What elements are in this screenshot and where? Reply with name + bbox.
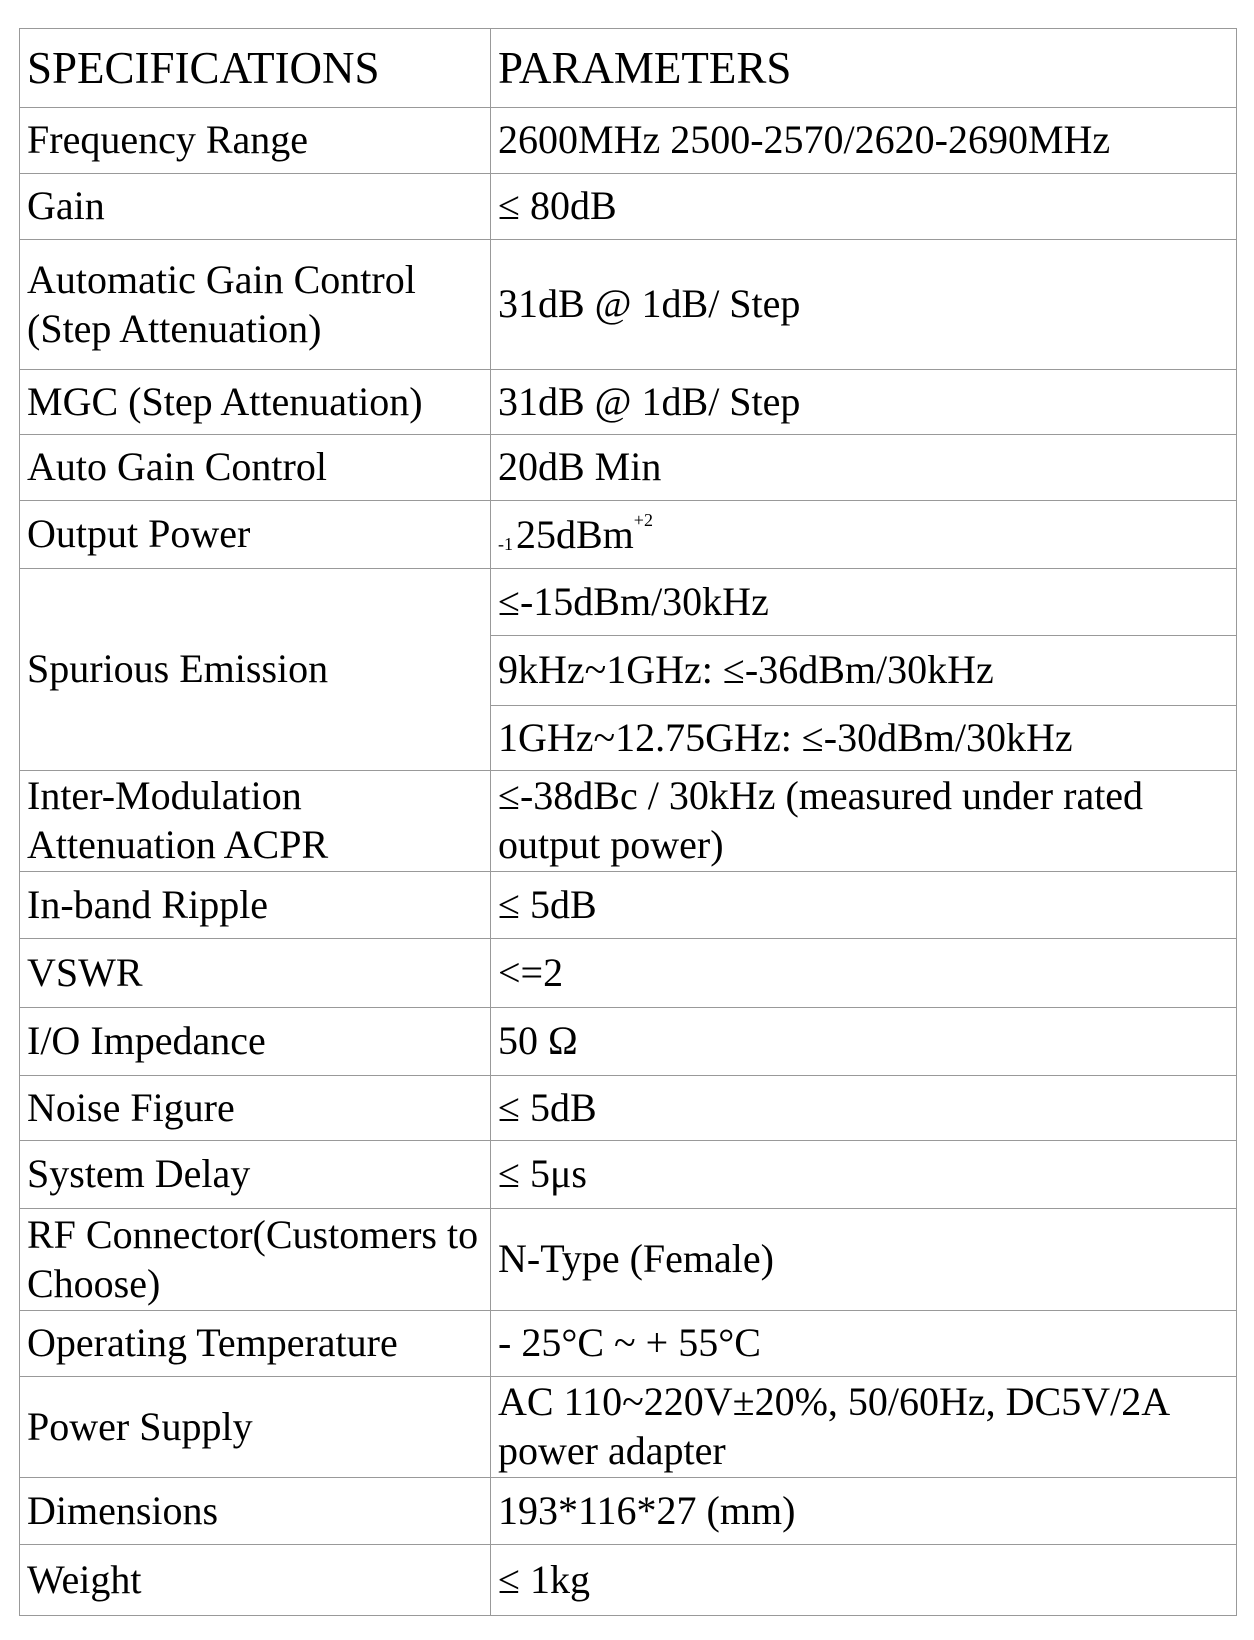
spec-cell: VSWR — [20, 939, 491, 1008]
spec-cell: RF Connector(Customers to Choose) — [20, 1209, 491, 1311]
spec-cell: Power Supply — [20, 1377, 491, 1478]
param-cell — [491, 501, 1237, 569]
table-row — [20, 1377, 1237, 1478]
column-header-parameters: PARAMETERS — [491, 29, 1237, 108]
spec-cell: Output Power — [20, 501, 491, 569]
param-cell: 9kHz~1GHz: ≤-36dBm/30kHz — [491, 636, 1237, 706]
param-cell: ≤ 5dB — [491, 1076, 1237, 1141]
param-cell: <=2 — [491, 939, 1237, 1008]
param-cell: ≤ 1kg — [491, 1545, 1237, 1616]
table-row — [20, 1209, 1237, 1311]
header-row — [20, 29, 1237, 108]
spec-cell: Inter-Modulation Attenuation ACPR — [20, 771, 491, 872]
param-cell: 31dB @ 1dB/ Step — [491, 240, 1237, 370]
spec-cell: Dimensions — [20, 1478, 491, 1545]
table-row — [20, 370, 1237, 435]
spec-cell: I/O Impedance — [20, 1008, 491, 1076]
param-cell: ≤ 80dB — [491, 174, 1237, 240]
param-cell: 20dB Min — [491, 435, 1237, 501]
param-cell: - 25°C ~ + 55°C — [491, 1311, 1237, 1377]
table-row — [20, 108, 1237, 174]
spec-cell: System Delay — [20, 1141, 491, 1209]
spec-cell: Auto Gain Control — [20, 435, 491, 501]
table-row — [20, 939, 1237, 1008]
param-cell: ≤-15dBm/30kHz — [491, 569, 1237, 636]
param-cell: 1GHz~12.75GHz: ≤-30dBm/30kHz — [491, 706, 1237, 771]
spec-cell: Frequency Range — [20, 108, 491, 174]
param-cell: 193*116*27 (mm) — [491, 1478, 1237, 1545]
specifications-table — [19, 28, 1237, 1616]
param-cell: ≤-38dBc / 30kHz (measured under rated output power) — [491, 771, 1237, 872]
table-row — [20, 1545, 1237, 1616]
spec-cell: Spurious Emission — [20, 569, 491, 771]
table-row — [20, 1311, 1237, 1377]
column-header-specifications: SPECIFICATIONS — [20, 29, 491, 108]
table-row — [20, 1141, 1237, 1209]
table-row — [20, 501, 1237, 569]
table-row — [20, 771, 1237, 872]
spec-cell: Automatic Gain Control (Step Attenuation) — [20, 240, 491, 370]
param-cell: 50 Ω — [491, 1008, 1237, 1076]
param-cell: 31dB @ 1dB/ Step — [491, 370, 1237, 435]
spec-cell: In-band Ripple — [20, 872, 491, 939]
param-cell: ≤ 5dB — [491, 872, 1237, 939]
table-row — [20, 435, 1237, 501]
output-power-value: 25dBm — [516, 511, 634, 557]
output-power-tolerance-sub: -1 — [498, 533, 513, 554]
spec-cell: Weight — [20, 1545, 491, 1616]
table-row — [20, 1008, 1237, 1076]
table-row — [20, 174, 1237, 240]
param-cell: N-Type (Female) — [491, 1209, 1237, 1311]
spec-cell: Gain — [20, 174, 491, 240]
param-cell: ≤ 5μs — [491, 1141, 1237, 1209]
table-row — [20, 569, 1237, 636]
table-row — [20, 1076, 1237, 1141]
table-row — [20, 1478, 1237, 1545]
output-power-tolerance-sup: +2 — [633, 509, 653, 530]
spec-cell: Noise Figure — [20, 1076, 491, 1141]
table-row — [20, 240, 1237, 370]
spec-cell: Operating Temperature — [20, 1311, 491, 1377]
table-row — [20, 872, 1237, 939]
spec-cell: MGC (Step Attenuation) — [20, 370, 491, 435]
param-cell: 2600MHz 2500-2570/2620-2690MHz — [491, 108, 1237, 174]
param-cell: AC 110~220V±20%, 50/60Hz, DC5V/2A power adapter — [491, 1377, 1237, 1478]
